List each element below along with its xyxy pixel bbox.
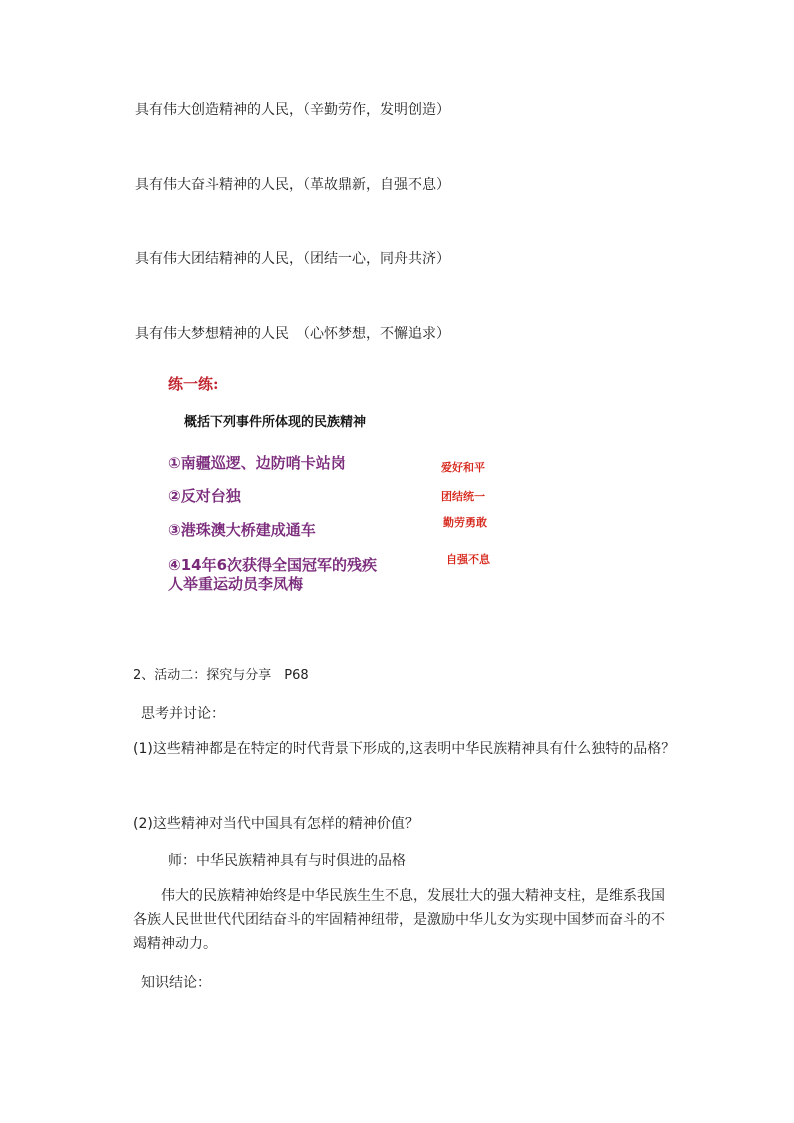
answer-1: 爱好和平 xyxy=(441,461,485,474)
conclusion-label: 知识结论： xyxy=(141,975,211,991)
intro-line-2: 具有伟大奋斗精神的人民，（革故鼎新，自强不息） xyxy=(135,177,450,193)
activity-heading: 2、活动二：探究与分享 P68 xyxy=(133,668,309,683)
event-item-3: ③港珠澳大桥建成通车 xyxy=(168,521,316,539)
teacher-note: 师：中华民族精神具有与时俱进的品格 xyxy=(168,853,406,869)
answer-3: 勤劳勇敢 xyxy=(443,516,487,529)
question-2: (2)这些精神对当代中国具有怎样的精神价值？ xyxy=(133,816,419,832)
event-item-1: ①南疆巡逻、边防哨卡站岗 xyxy=(168,454,346,472)
intro-line-1: 具有伟大创造精神的人民，（辛勤劳作，发明创造） xyxy=(135,102,450,118)
answer-2: 团结统一 xyxy=(441,490,485,503)
intro-line-3: 具有伟大团结精神的人民，（团结一心，同舟共济） xyxy=(135,251,450,267)
event-item-2: ②反对台独 xyxy=(168,487,241,505)
question-1: (1)这些精神都是在特定的时代背景下形成的,这表明中华民族精神具有什么独特的品格？ xyxy=(133,741,676,757)
answer-4: 自强不息 xyxy=(446,553,490,566)
summary-paragraph: 伟大的民族精神始终是中华民族生生不息，发展壮大的强大精神支柱，是维系我国各族人民世世代代团结奋斗的牢固精神纽带，是激励中华儿女为实现中国梦而奋斗的不竭精神动力。 xyxy=(133,888,665,952)
intro-line-4: 具有伟大梦想精神的人民 （心怀梦想，不懈追求） xyxy=(135,326,450,342)
think-label: 思考并讨论： xyxy=(141,706,225,722)
event-item-4: ④14年6次获得全国冠军的残疾 xyxy=(168,556,378,574)
exercise-title: 练一练: xyxy=(168,375,219,393)
event-item-4-cont: 人举重运动员李凤梅 xyxy=(168,575,304,593)
exercise-subtitle: 概括下列事件所体现的民族精神 xyxy=(184,415,367,430)
